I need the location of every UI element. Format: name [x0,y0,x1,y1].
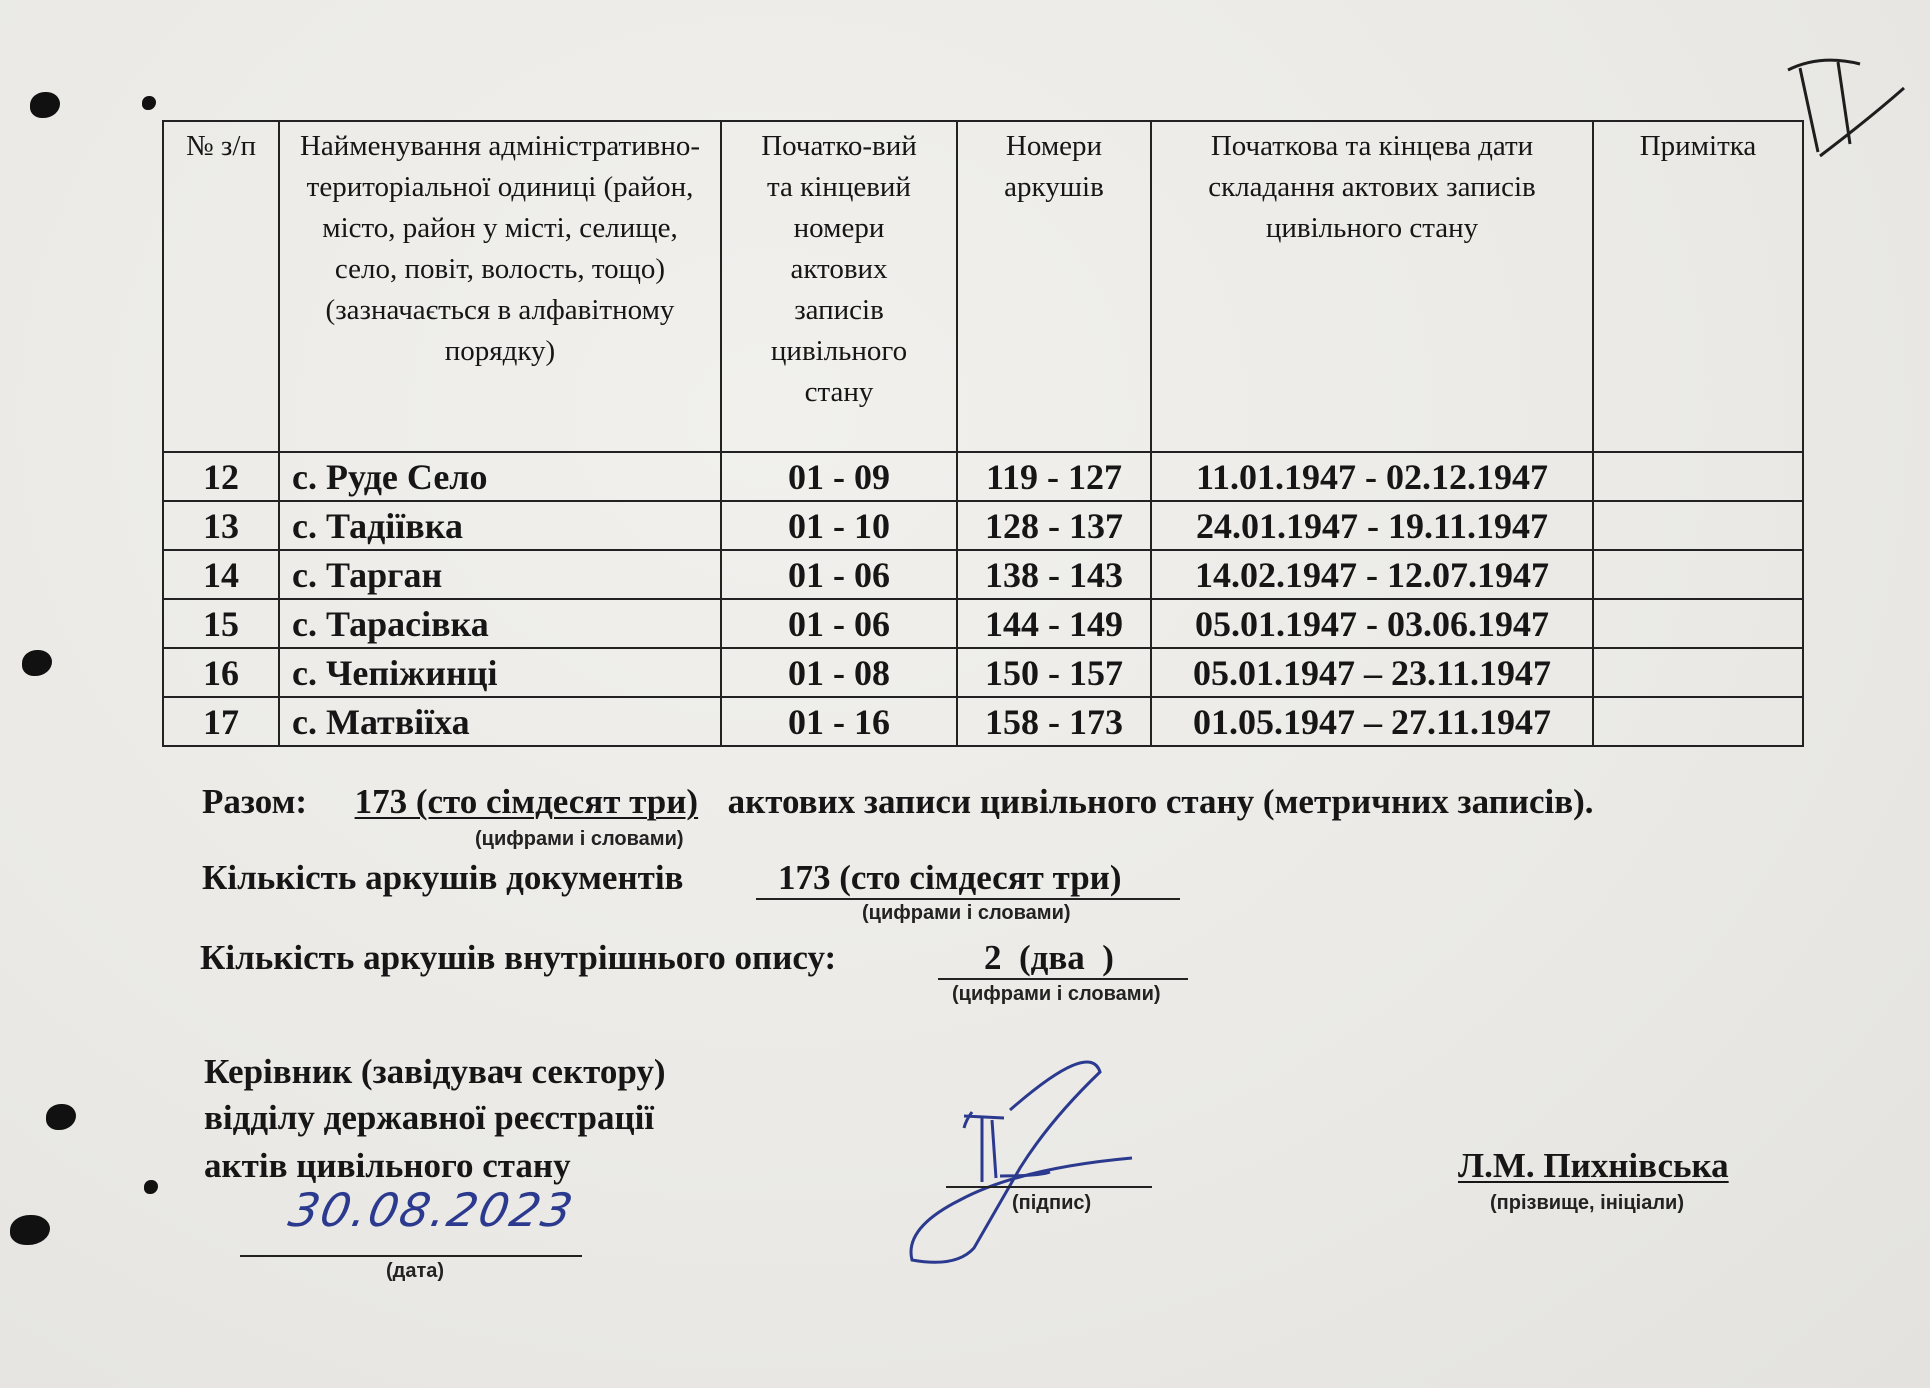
inner-inventory-hint: (цифрами і словами) [952,983,1161,1005]
signatory-name: Л.М. Пихнівська [1458,1146,1729,1185]
total-records-suffix: актових записи цивільного стану (метричних записів). [727,782,1594,821]
total-records-line [202,782,1594,822]
date-underline [240,1255,582,1257]
cell-records: 01 - 06 [721,599,957,648]
signature-underline [946,1186,1152,1188]
total-records-hint: (цифрами і словами) [475,828,684,850]
inner-inventory-label: Кількість аркушів внутрішнього опису: [200,938,837,977]
inner-inventory-underline [938,978,1188,980]
cell-records: 01 - 09 [721,452,957,501]
punch-hole [144,1180,158,1194]
handwritten-date: 30.08.2023 [284,1183,580,1237]
cell-place: с. Тарган [279,550,721,599]
table-header-row [163,121,1803,452]
cell-records: 01 - 16 [721,697,957,746]
handwritten-signature [900,1060,1160,1270]
table-row [163,648,1803,697]
cell-dates: 05.01.1947 – 23.11.1947 [1151,648,1593,697]
table-row [163,452,1803,501]
header-record-numbers: Початко-вий та кінцевий номери актових записів цивільного стану [721,121,957,452]
cell-sheets: 150 - 157 [957,648,1151,697]
cell-place: с. Тадіївка [279,501,721,550]
document-sheets-label: Кількість аркушів документів [202,858,684,897]
cell-dates: 01.05.1947 – 27.11.1947 [1151,697,1593,746]
cell-place: с. Чепіжинці [279,648,721,697]
cell-dates: 11.01.1947 - 02.12.1947 [1151,452,1593,501]
table-row [163,550,1803,599]
total-label: Разом: [202,782,308,821]
cell-sheets: 128 - 137 [957,501,1151,550]
signatory-name-hint: (прізвище, ініціали) [1490,1192,1684,1214]
signoff-title-line2: відділу державної реєстрації [204,1098,655,1137]
cell-number: 12 [163,452,279,501]
table-row [163,501,1803,550]
cell-dates: 05.01.1947 - 03.06.1947 [1151,599,1593,648]
cell-records: 01 - 06 [721,550,957,599]
table-row [163,599,1803,648]
cell-records: 01 - 10 [721,501,957,550]
table-row [163,697,1803,746]
cell-place: с. Руде Село [279,452,721,501]
punch-hole [22,650,52,676]
register-table [162,120,1804,747]
cell-note [1593,697,1803,746]
cell-sheets: 119 - 127 [957,452,1151,501]
cell-number: 15 [163,599,279,648]
punch-hole [142,96,156,110]
punch-hole [30,92,60,118]
cell-place: с. Матвіїха [279,697,721,746]
document-sheets-hint: (цифрами і словами) [862,902,1071,924]
punch-hole [10,1215,50,1245]
header-sheet-numbers: Номери аркушів [957,121,1151,452]
cell-dates: 24.01.1947 - 19.11.1947 [1151,501,1593,550]
inner-inventory-value: 2 (два ) [984,938,1114,977]
cell-dates: 14.02.1947 - 12.07.1947 [1151,550,1593,599]
signature-hint: (підпис) [1012,1192,1092,1214]
document-sheets-value: 173 (сто сімдесят три) [778,858,1122,897]
cell-sheets: 138 - 143 [957,550,1151,599]
cell-number: 13 [163,501,279,550]
header-note: Примітка [1593,121,1803,452]
cell-number: 14 [163,550,279,599]
cell-note [1593,501,1803,550]
cell-records: 01 - 08 [721,648,957,697]
cell-sheets: 144 - 149 [957,599,1151,648]
punch-hole [46,1104,76,1130]
cell-note [1593,452,1803,501]
document-sheets-underline [756,898,1180,900]
cell-note [1593,599,1803,648]
cell-sheets: 158 - 173 [957,697,1151,746]
signoff-title-line3: актів цивільного стану [204,1146,571,1185]
header-unit-name: Найменування адміністративно-територіальної одиниці (район, місто, район у місті, селище, село, повіт, волость, тощо) (зазначається в алфавітному порядку) [279,121,721,452]
cell-note [1593,550,1803,599]
cell-note [1593,648,1803,697]
signoff-title-line1: Керівник (завідувач сектору) [204,1052,666,1091]
cell-number: 17 [163,697,279,746]
total-records-value: 173 (сто сімдесят три) [354,782,699,821]
cell-number: 16 [163,648,279,697]
inner-inventory-line [200,938,836,978]
header-dates: Початкова та кінцева дати складання актових записів цивільного стану [1151,121,1593,452]
cell-place: с. Тарасівка [279,599,721,648]
header-number: № з/п [163,121,279,452]
date-hint: (дата) [386,1260,445,1282]
document-sheets-line [202,858,683,898]
